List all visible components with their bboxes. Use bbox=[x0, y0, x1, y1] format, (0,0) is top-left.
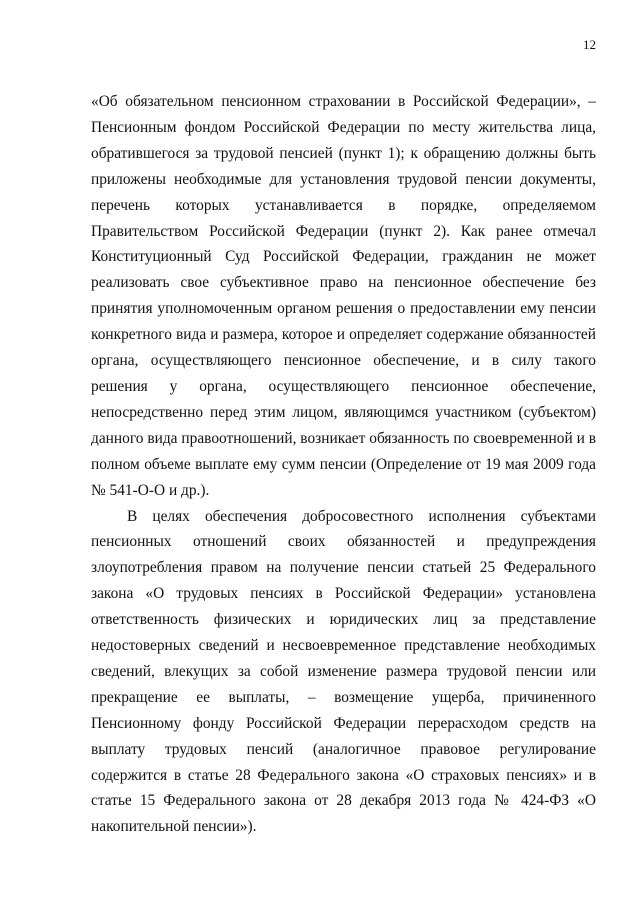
paragraph-liability: В целях обеспечения добросовестного исполнения субъектами пенсионных отношений своих обязанностей и предупреждения злоупотребления правом на получение пенсии статьей 25 Федерального закона «О трудовых пенсиях в Российской Федерации» установлена ответственность физических и юридических лиц за представление недостоверных сведений и несвоевременное представление необходимых сведений, влекущих за собой изменение размера трудовой пенсии или прекращение ее выплаты, – возмещение ущерба, причиненного Пенсионному фонду Российской Федерации перерасходом средств на выплату трудовых пенсий (аналогичное правовое регулирование содержится в статье 28 Федерального закона «О страховых пенсиях» и в статье 15 Федерального закона от 28 декабря 2013 года № 424-ФЗ «О накопительной пенсии»). bbox=[91, 507, 596, 836]
paragraph-continued: «Об обязательном пенсионном страховании в Российской Федерации», – Пенсионным фондом Российской Федерации по месту жительства лица, обратившегося за трудовой пенсией (пункт 1); к обращению должны быть приложены необходимые для установления трудовой пенсии документы, перечень которых устанавливается в порядке, определяемом Правительством Российской Федерации (пункт 2). Как ранее отмечал Конституционный Суд Российской Федерации, гражданин не может реализовать свое субъективное право на пенсионное обеспечение без принятия уполномоченным органом решения о предоставлении ему пенсии конкретного вида и размера, которое и определяет содержание обязанностей органа, осуществляющего пенсионное обеспечение, и в силу такого решения у органа, осуществляющего пенсионное обеспечение, непосредственно перед этим лицом, являющимся участником (субъектом) данного вида правоотношений, возникает обязанность по своевременной и в полном объеме выплате ему сумм пенсии (Определение от 19 мая 2009 года № 541-О-О и др.). bbox=[91, 93, 596, 499]
page-number: 12 bbox=[583, 37, 596, 52]
body-text bbox=[91, 89, 596, 840]
